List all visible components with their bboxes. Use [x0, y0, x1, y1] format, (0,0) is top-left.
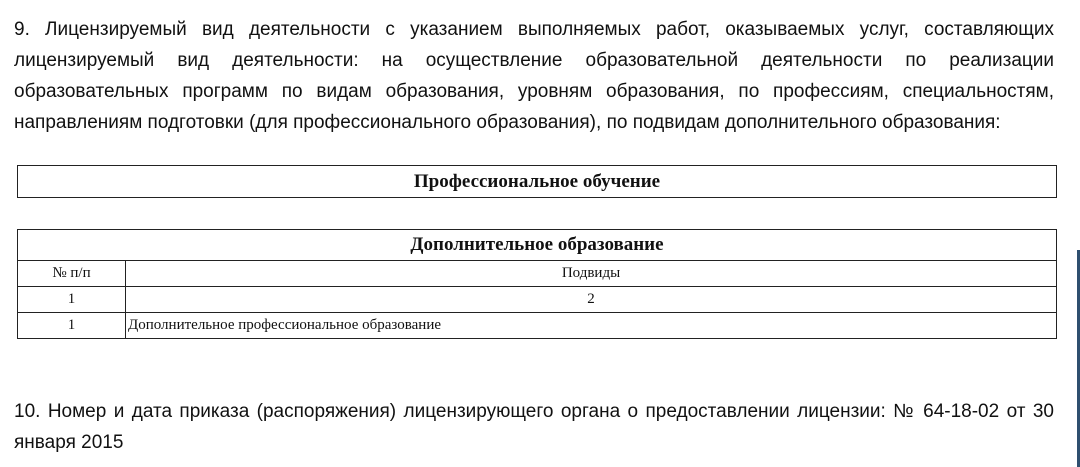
section-10-text: 10. Номер и дата приказа (распоряжения) лицензирующего органа о предоставлении лицензии: № 64-18-02 от 30 января 2015 [14, 401, 1054, 453]
row-subtype: Дополнительное профессиональное образование [126, 313, 1057, 339]
section-9-text: 9. Лицензируемый вид деятельности с указанием выполняемых работ, оказываемых услуг, составляющих лицензируемый вид деятельности: на осуществление образовательной деятельности по реализации образовательных программ по видам образования, уровням образования, по профессиям, специальностям, направлениям подготовки (для профессионального образования), по подвидам дополнительного образования: [14, 19, 1054, 133]
additional-education-title: Дополнительное образование [18, 230, 1057, 261]
numbering-cell-2: 2 [126, 287, 1057, 313]
table-numbering-row [18, 287, 1057, 313]
professional-training-title: Профессиональное обучение [18, 166, 1057, 198]
numbering-cell-1: 1 [18, 287, 126, 313]
header-subtypes: Подвиды [126, 261, 1057, 287]
table-header-row [18, 261, 1057, 287]
table-row [18, 313, 1057, 339]
professional-training-table [17, 165, 1057, 198]
header-number: № п/п [18, 261, 126, 287]
row-number: 1 [18, 313, 126, 339]
additional-education-table [17, 229, 1057, 339]
